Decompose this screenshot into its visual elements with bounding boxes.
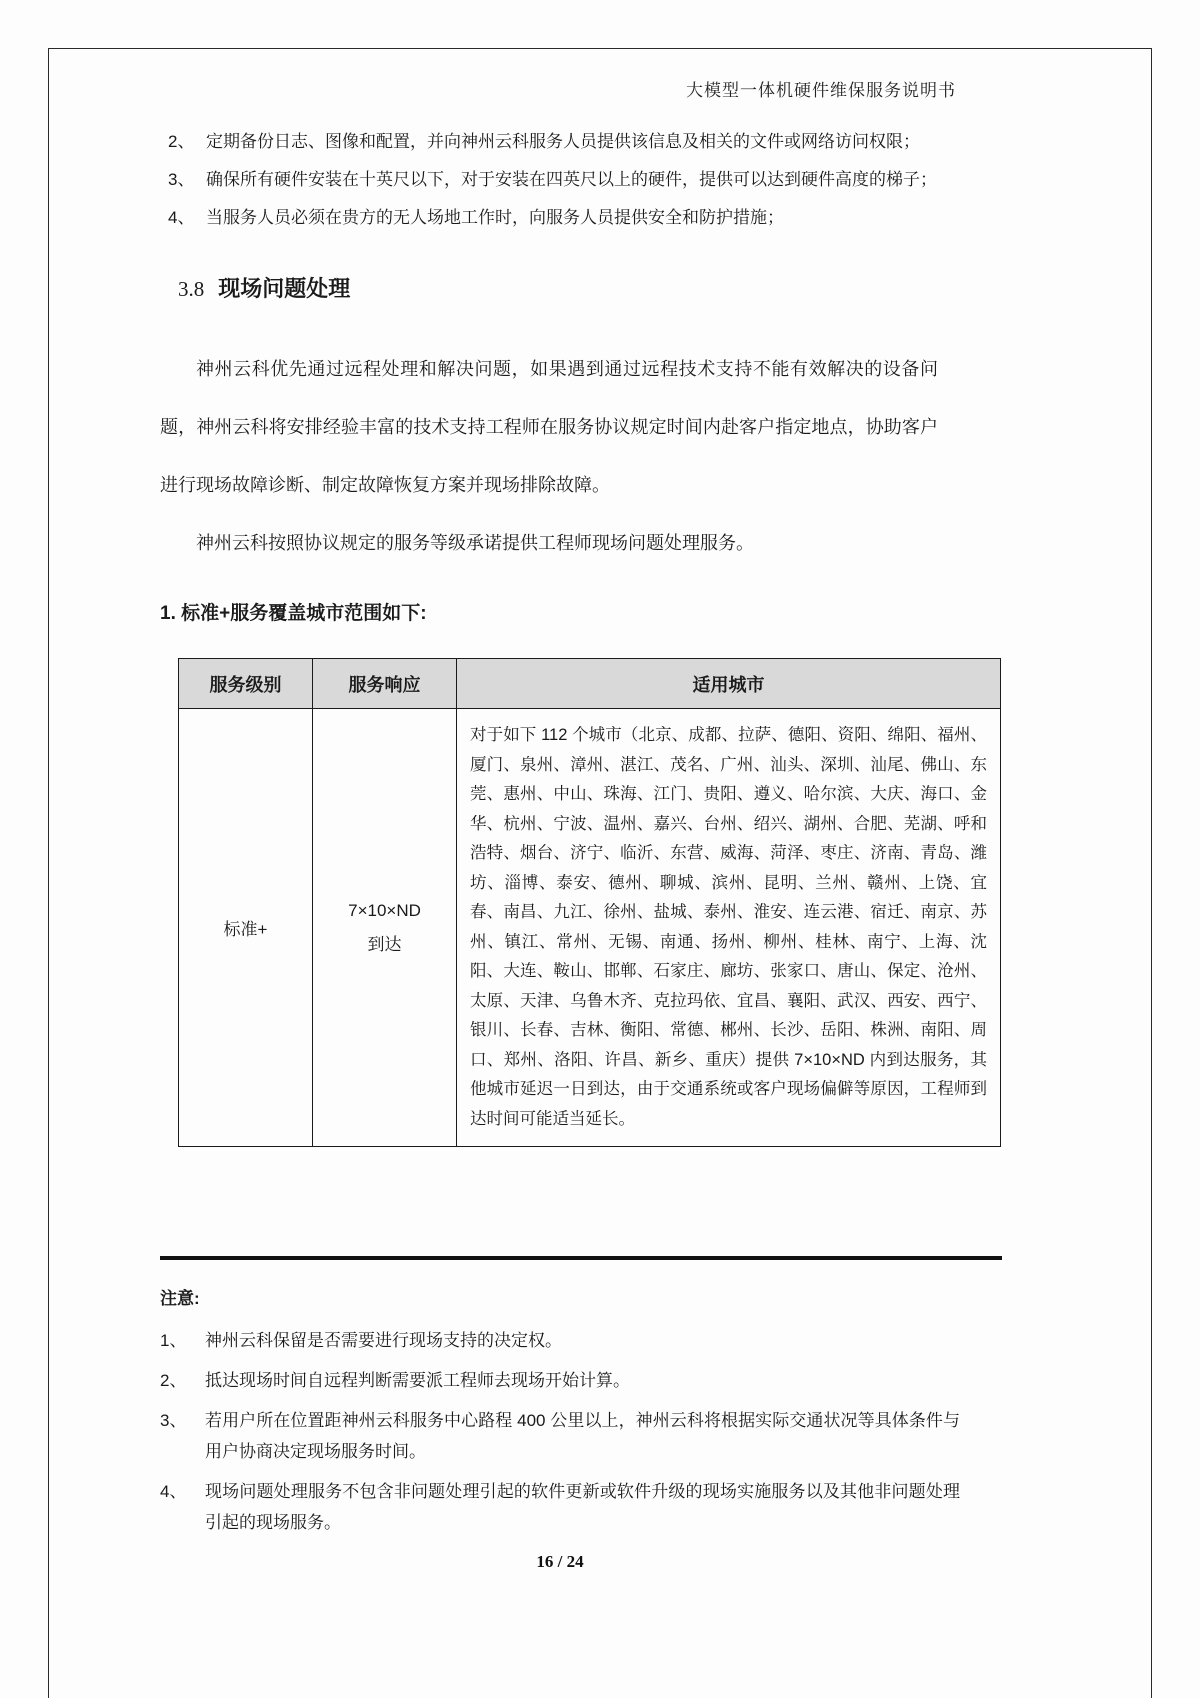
paragraph: 神州云科优先通过远程处理和解决问题，如果遇到通过远程技术支持不能有效解决的设备问题，神州云科将安排经验丰富的技术支持工程师在服务协议规定时间内赴客户指定地点，协助客户进行现场故障诊断、制定故障恢复方案并现场排除故障。 xyxy=(160,359,938,495)
list-item xyxy=(168,168,978,192)
cell-applicable-cities: 对于如下 112 个城市（北京、成都、拉萨、德阳、资阳、绵阳、福州、厦门、泉州、漳州、湛江、茂名、广州、汕头、深圳、汕尾、佛山、东莞、惠州、中山、珠海、江门、贵阳、遵义、哈尔滨、大庆、海口、金华、杭州、宁波、温州、嘉兴、台州、绍兴、湖州、合肥、芜湖、呼和浩特、烟台、济宁、临沂、东营、威海、菏泽、枣庄、济南、青岛、潍坊、淄博、泰安、德州、聊城、滨州、昆明、兰州、赣州、上饶、宜春、南昌、九江、徐州、盐城、泰州、淮安、连云港、宿迁、南京、苏州、镇江、常州、无锡、南通、扬州、柳州、桂林、南宁、上海、沈阳、大连、鞍山、邯郸、石家庄、廊坊、张家口、唐山、保定、沧州、太原、天津、乌鲁木齐、克拉玛依、宜昌、襄阳、武汉、西安、西宁、银川、长春、吉林、衡阳、常德、郴州、长沙、岳阳、株洲、南阳、周口、郑州、洛阳、许昌、新乡、重庆）提供 7×10×ND 内到达服务，其他城市延迟一日到达，由于交通系统或客户现场偏僻等原因，工程师到达时间可能适当延长。 xyxy=(457,709,1001,1147)
list-item xyxy=(168,206,978,230)
response-line-2: 到达 xyxy=(367,934,402,954)
response-line-1: 7×10×ND xyxy=(348,900,421,920)
list-item xyxy=(168,130,978,154)
column-header-applicable-cities: 适用城市 xyxy=(457,659,1001,709)
note-item xyxy=(160,1365,960,1396)
note-item xyxy=(160,1325,960,1356)
section-number: 3.8 xyxy=(178,277,205,301)
note-number: 3、 xyxy=(160,1411,187,1430)
list-item-number: 4、 xyxy=(168,208,195,227)
notes-title: 注意: xyxy=(160,1289,200,1308)
section-heading xyxy=(178,272,350,303)
list-item-text: 当服务人员必须在贵方的无人场地工作时，向服务人员提供安全和防护措施； xyxy=(206,208,784,227)
column-header-service-level: 服务级别 xyxy=(179,659,313,709)
paragraph: 神州云科按照协议规定的服务等级承诺提供工程师现场问题处理服务。 xyxy=(196,533,754,553)
intro-numbered-list xyxy=(168,130,978,244)
page-number: 16 / 24 xyxy=(536,1552,584,1571)
horizontal-divider-rule xyxy=(160,1256,1002,1260)
note-text: 现场问题处理服务不包含非问题处理引起的软件更新或软件升级的现场实施服务以及其他非问题处理引起的现场服务。 xyxy=(205,1482,960,1532)
note-number: 4、 xyxy=(160,1482,187,1501)
notes-section xyxy=(160,1284,960,1547)
list-item-number: 3、 xyxy=(168,170,195,189)
note-number: 2、 xyxy=(160,1371,187,1390)
body-paragraphs xyxy=(160,340,938,572)
table-row xyxy=(179,709,1001,1147)
service-coverage-table xyxy=(178,658,1001,1147)
note-item xyxy=(160,1476,960,1538)
column-header-service-response: 服务响应 xyxy=(313,659,457,709)
note-text: 抵达现场时间自远程判断需要派工程师去现场开始计算。 xyxy=(205,1371,630,1390)
table-header-row xyxy=(179,659,1001,709)
note-number: 1、 xyxy=(160,1331,187,1350)
note-item xyxy=(160,1405,960,1467)
list-item-text: 确保所有硬件安装在十英尺以下，对于安装在四英尺以上的硬件，提供可以达到硬件高度的梯子； xyxy=(206,170,937,189)
list-item-text: 定期备份日志、图像和配置，并向神州云科服务人员提供该信息及相关的文件或网络访问权限； xyxy=(206,132,920,151)
document-title-header: 大模型一体机硬件维保服务说明书 xyxy=(686,81,956,100)
note-text: 神州云科保留是否需要进行现场支持的决定权。 xyxy=(205,1331,562,1350)
list-item-number: 2、 xyxy=(168,132,195,151)
table-heading: 1. 标准+服务覆盖城市范围如下: xyxy=(160,603,427,624)
note-text: 若用户所在位置距神州云科服务中心路程 400 公里以上，神州云科将根据实际交通状况等具体条件与用户协商决定现场服务时间。 xyxy=(205,1411,960,1461)
cell-service-level: 标准+ xyxy=(179,709,313,1147)
cell-service-response xyxy=(313,709,457,1147)
section-title: 现场问题处理 xyxy=(218,276,351,301)
